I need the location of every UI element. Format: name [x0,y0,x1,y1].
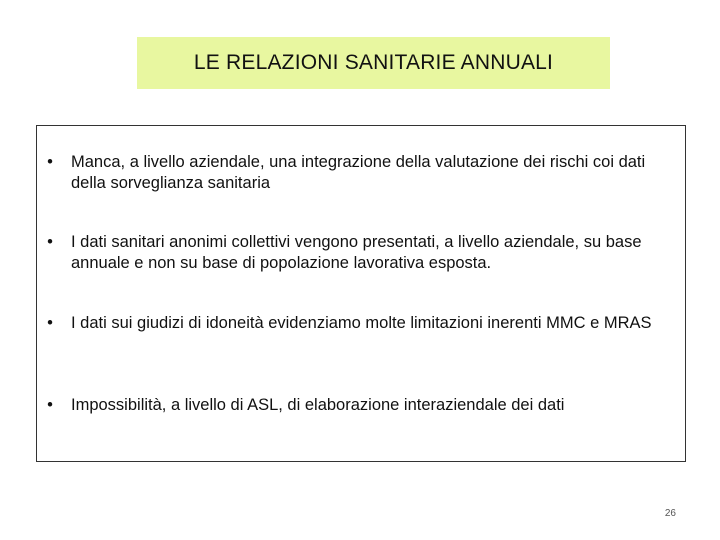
bullet-text: Manca, a livello aziendale, una integrazione della valutazione dei rischi coi dati della sorveglianza sanitaria [71,153,646,192]
title-banner [137,37,610,89]
bullet-icon: • [47,396,53,414]
bullet-icon: • [47,314,53,332]
bullet-icon: • [47,233,53,251]
bullet-item [37,313,685,334]
bullet-item [37,152,685,194]
slide-title: LE RELAZIONI SANITARIE ANNUALI [193,51,554,74]
bullet-icon: • [47,153,53,171]
bullet-item [37,232,685,274]
bullet-text: Impossibilità, a livello di ASL, di elaborazione interaziendale dei dati [71,396,565,414]
bullet-text: I dati sanitari anonimi collettivi vengono presentati, a livello aziendale, su base annuale e non su base di popolazione lavorativa esposta. [71,233,642,272]
content-frame [36,125,686,462]
bullet-text: I dati sui giudizi di idoneità evidenziamo molte limitazioni inerenti MMC e MRAS [71,314,652,332]
page-number: 26 [664,508,676,519]
bullet-item [37,395,685,416]
